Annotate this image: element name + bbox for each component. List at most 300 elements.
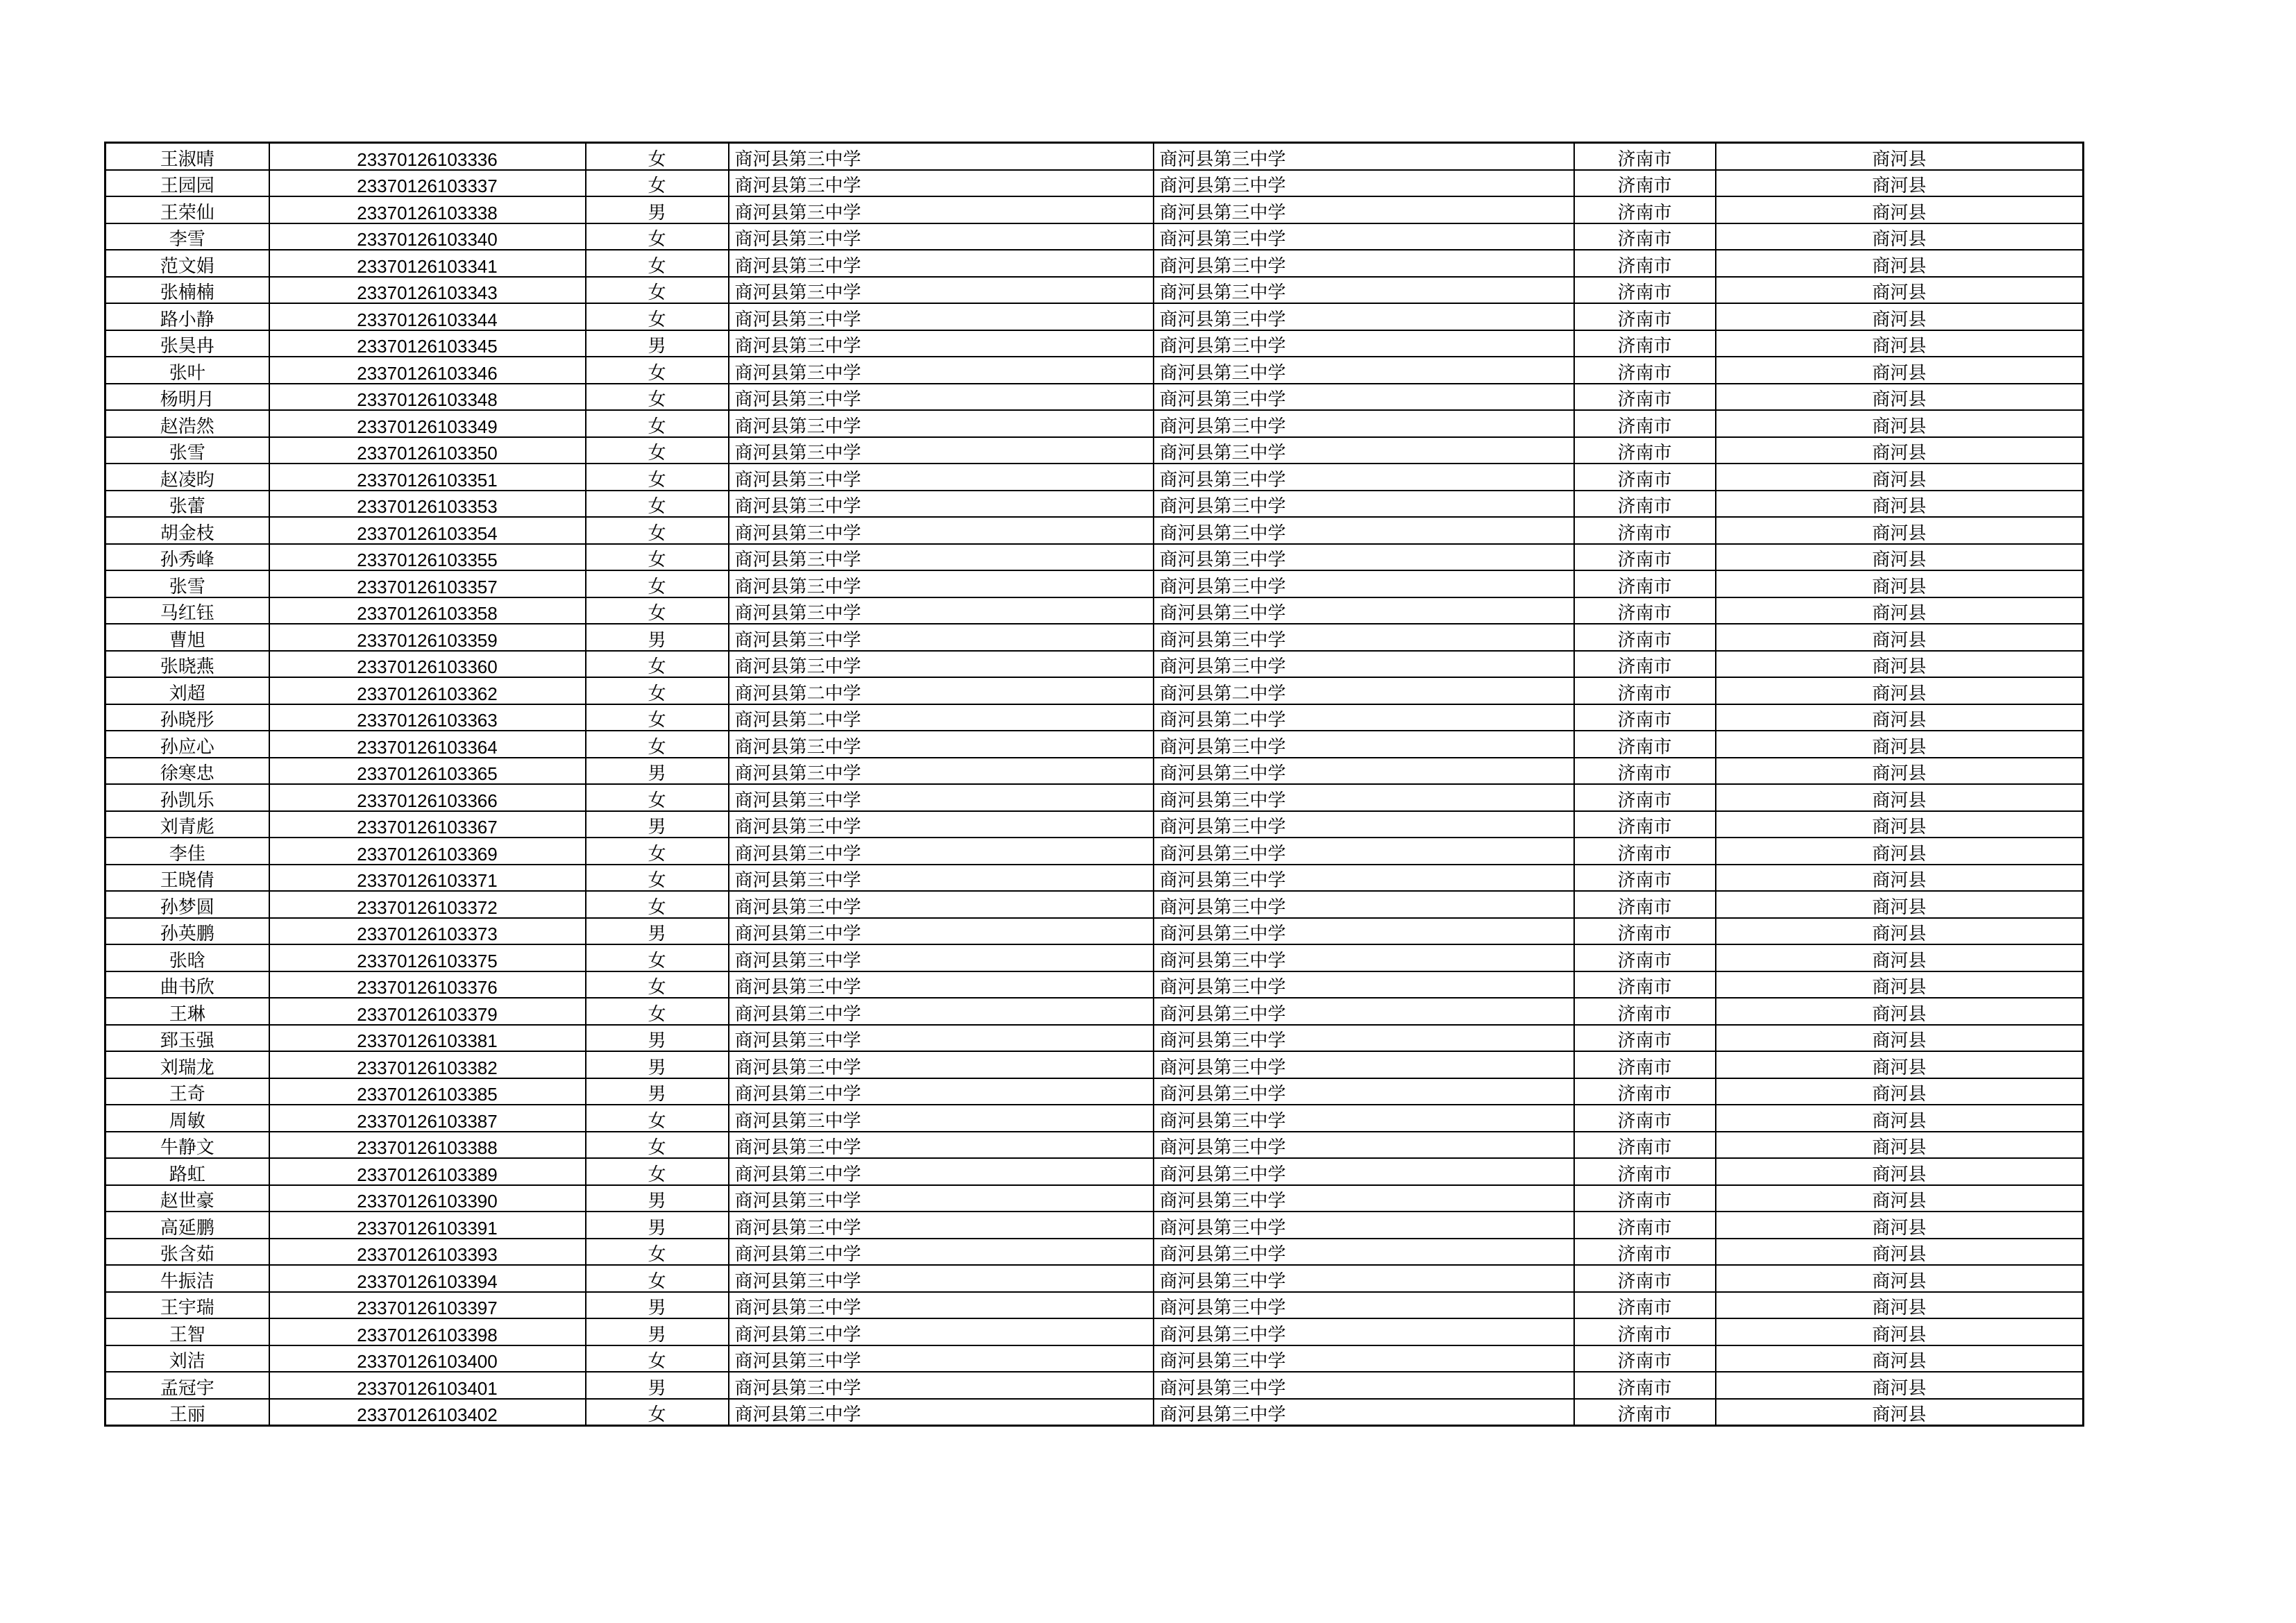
graduating-school-cell: 商河县第三中学 — [729, 1239, 1154, 1266]
city-cell: 济南市 — [1574, 170, 1716, 197]
city-cell: 济南市 — [1574, 597, 1716, 624]
table-row — [105, 143, 2084, 170]
exam-number-cell: 23370126103373 — [269, 918, 586, 945]
table-row — [105, 891, 2084, 918]
table-row — [105, 1158, 2084, 1185]
admitting-school-cell: 商河县第三中学 — [1154, 1292, 1574, 1319]
graduating-school-cell: 商河县第三中学 — [729, 1132, 1154, 1159]
student-name-cell: 孙英鹏 — [105, 918, 269, 945]
student-name-cell: 赵凌昀 — [105, 464, 269, 491]
city-cell: 济南市 — [1574, 330, 1716, 357]
admitting-school-cell: 商河县第三中学 — [1154, 1399, 1574, 1426]
exam-number-cell: 23370126103393 — [269, 1239, 586, 1266]
graduating-school-cell: 商河县第三中学 — [729, 1265, 1154, 1292]
city-cell: 济南市 — [1574, 1345, 1716, 1373]
city-cell: 济南市 — [1574, 1185, 1716, 1212]
gender-cell: 女 — [586, 277, 729, 304]
admitting-school-cell: 商河县第三中学 — [1154, 971, 1574, 999]
gender-cell: 女 — [586, 143, 729, 170]
student-name-cell: 王丽 — [105, 1399, 269, 1426]
student-name-cell: 范文娟 — [105, 250, 269, 277]
student-name-cell: 赵浩然 — [105, 410, 269, 437]
admitting-school-cell: 商河县第三中学 — [1154, 196, 1574, 223]
exam-number-cell: 23370126103366 — [269, 784, 586, 811]
county-cell: 商河县 — [1716, 918, 2084, 945]
student-name-cell: 杨明月 — [105, 384, 269, 411]
graduating-school-cell: 商河县第三中学 — [729, 1345, 1154, 1373]
table-row — [105, 1318, 2084, 1345]
table-row — [105, 1372, 2084, 1399]
city-cell: 济南市 — [1574, 303, 1716, 330]
county-cell: 商河县 — [1716, 1212, 2084, 1239]
county-cell: 商河县 — [1716, 1025, 2084, 1052]
table-row — [105, 704, 2084, 731]
gender-cell: 女 — [586, 784, 729, 811]
county-cell: 商河县 — [1716, 838, 2084, 865]
county-cell: 商河县 — [1716, 410, 2084, 437]
table-row — [105, 971, 2084, 999]
county-cell: 商河县 — [1716, 1239, 2084, 1266]
graduating-school-cell: 商河县第三中学 — [729, 811, 1154, 838]
county-cell: 商河县 — [1716, 437, 2084, 464]
exam-number-cell: 23370126103398 — [269, 1318, 586, 1345]
gender-cell: 男 — [586, 1372, 729, 1399]
city-cell: 济南市 — [1574, 357, 1716, 384]
city-cell: 济南市 — [1574, 1132, 1716, 1159]
student-name-cell: 张晗 — [105, 944, 269, 971]
admitting-school-cell: 商河县第三中学 — [1154, 1265, 1574, 1292]
student-name-cell: 李佳 — [105, 838, 269, 865]
gender-cell: 女 — [586, 223, 729, 250]
table-row — [105, 170, 2084, 197]
graduating-school-cell: 商河县第三中学 — [729, 1318, 1154, 1345]
admitting-school-cell: 商河县第三中学 — [1154, 250, 1574, 277]
county-cell: 商河县 — [1716, 731, 2084, 758]
table-row — [105, 410, 2084, 437]
gender-cell: 女 — [586, 303, 729, 330]
gender-cell: 女 — [586, 384, 729, 411]
county-cell: 商河县 — [1716, 1265, 2084, 1292]
student-name-cell: 张含茹 — [105, 1239, 269, 1266]
gender-cell: 女 — [586, 998, 729, 1025]
graduating-school-cell: 商河县第三中学 — [729, 464, 1154, 491]
exam-number-cell: 23370126103354 — [269, 517, 586, 544]
student-name-cell: 王荣仙 — [105, 196, 269, 223]
county-cell: 商河县 — [1716, 491, 2084, 518]
table-row — [105, 544, 2084, 571]
admitting-school-cell: 商河县第三中学 — [1154, 731, 1574, 758]
student-name-cell: 高延鹏 — [105, 1212, 269, 1239]
city-cell: 济南市 — [1574, 1399, 1716, 1426]
exam-number-cell: 23370126103365 — [269, 758, 586, 785]
student-name-cell: 王园园 — [105, 170, 269, 197]
exam-number-cell: 23370126103381 — [269, 1025, 586, 1052]
table-row — [105, 1078, 2084, 1105]
county-cell: 商河县 — [1716, 357, 2084, 384]
table-row — [105, 1399, 2084, 1426]
student-name-cell: 刘青彪 — [105, 811, 269, 838]
gender-cell: 女 — [586, 1399, 729, 1426]
city-cell: 济南市 — [1574, 891, 1716, 918]
table-row — [105, 1212, 2084, 1239]
admitting-school-cell: 商河县第三中学 — [1154, 223, 1574, 250]
admitting-school-cell: 商河县第三中学 — [1154, 758, 1574, 785]
graduating-school-cell: 商河县第三中学 — [729, 1212, 1154, 1239]
admitting-school-cell: 商河县第二中学 — [1154, 677, 1574, 704]
student-name-cell: 张昊冉 — [105, 330, 269, 357]
exam-number-cell: 23370126103349 — [269, 410, 586, 437]
student-name-cell: 张蕾 — [105, 491, 269, 518]
county-cell: 商河县 — [1716, 464, 2084, 491]
city-cell: 济南市 — [1574, 704, 1716, 731]
table-row — [105, 196, 2084, 223]
admitting-school-cell: 商河县第三中学 — [1154, 437, 1574, 464]
exam-number-cell: 23370126103382 — [269, 1051, 586, 1078]
exam-number-cell: 23370126103397 — [269, 1292, 586, 1319]
graduating-school-cell: 商河县第三中学 — [729, 330, 1154, 357]
graduating-school-cell: 商河县第三中学 — [729, 1105, 1154, 1132]
gender-cell: 女 — [586, 865, 729, 892]
graduating-school-cell: 商河县第三中学 — [729, 758, 1154, 785]
admitting-school-cell: 商河县第三中学 — [1154, 1318, 1574, 1345]
student-name-cell: 张晓燕 — [105, 651, 269, 678]
table-row — [105, 597, 2084, 624]
admitting-school-cell: 商河县第三中学 — [1154, 918, 1574, 945]
gender-cell: 女 — [586, 1239, 729, 1266]
gender-cell: 男 — [586, 196, 729, 223]
student-name-cell: 王淑晴 — [105, 143, 269, 170]
student-name-cell: 张雪 — [105, 570, 269, 597]
student-name-cell: 刘超 — [105, 677, 269, 704]
exam-number-cell: 23370126103369 — [269, 838, 586, 865]
admitting-school-cell: 商河县第三中学 — [1154, 303, 1574, 330]
county-cell: 商河县 — [1716, 811, 2084, 838]
gender-cell: 男 — [586, 811, 729, 838]
student-name-cell: 张叶 — [105, 357, 269, 384]
exam-number-cell: 23370126103337 — [269, 170, 586, 197]
table-row — [105, 1025, 2084, 1052]
table-row — [105, 865, 2084, 892]
table-row — [105, 1292, 2084, 1319]
city-cell: 济南市 — [1574, 464, 1716, 491]
city-cell: 济南市 — [1574, 624, 1716, 651]
admitting-school-cell: 商河县第三中学 — [1154, 597, 1574, 624]
table-row — [105, 384, 2084, 411]
exam-number-cell: 23370126103371 — [269, 865, 586, 892]
student-name-cell: 王宇瑞 — [105, 1292, 269, 1319]
city-cell: 济南市 — [1574, 517, 1716, 544]
table-row — [105, 570, 2084, 597]
city-cell: 济南市 — [1574, 196, 1716, 223]
table-row — [105, 811, 2084, 838]
table-row — [105, 998, 2084, 1025]
city-cell: 济南市 — [1574, 1212, 1716, 1239]
table-row — [105, 1265, 2084, 1292]
gender-cell: 男 — [586, 1318, 729, 1345]
admitting-school-cell: 商河县第三中学 — [1154, 410, 1574, 437]
county-cell: 商河县 — [1716, 544, 2084, 571]
gender-cell: 男 — [586, 330, 729, 357]
student-name-cell: 王奇 — [105, 1078, 269, 1105]
gender-cell: 女 — [586, 944, 729, 971]
county-cell: 商河县 — [1716, 196, 2084, 223]
city-cell: 济南市 — [1574, 998, 1716, 1025]
graduating-school-cell: 商河县第三中学 — [729, 410, 1154, 437]
table-row — [105, 464, 2084, 491]
table-row — [105, 357, 2084, 384]
admitting-school-cell: 商河县第三中学 — [1154, 1078, 1574, 1105]
gender-cell: 男 — [586, 624, 729, 651]
exam-number-cell: 23370126103351 — [269, 464, 586, 491]
student-name-cell: 路虹 — [105, 1158, 269, 1185]
county-cell: 商河县 — [1716, 784, 2084, 811]
county-cell: 商河县 — [1716, 303, 2084, 330]
admitting-school-cell: 商河县第三中学 — [1154, 784, 1574, 811]
city-cell: 济南市 — [1574, 838, 1716, 865]
student-name-cell: 孟冠宇 — [105, 1372, 269, 1399]
student-name-cell: 孙应心 — [105, 731, 269, 758]
graduating-school-cell: 商河县第三中学 — [729, 865, 1154, 892]
city-cell: 济南市 — [1574, 1078, 1716, 1105]
exam-number-cell: 23370126103359 — [269, 624, 586, 651]
city-cell: 济南市 — [1574, 677, 1716, 704]
gender-cell: 女 — [586, 170, 729, 197]
city-cell: 济南市 — [1574, 437, 1716, 464]
graduating-school-cell: 商河县第三中学 — [729, 651, 1154, 678]
gender-cell: 女 — [586, 250, 729, 277]
admitting-school-cell: 商河县第三中学 — [1154, 1185, 1574, 1212]
graduating-school-cell: 商河县第三中学 — [729, 1025, 1154, 1052]
table-row — [105, 838, 2084, 865]
exam-number-cell: 23370126103375 — [269, 944, 586, 971]
graduating-school-cell: 商河县第三中学 — [729, 437, 1154, 464]
county-cell: 商河县 — [1716, 1078, 2084, 1105]
gender-cell: 男 — [586, 1025, 729, 1052]
student-name-cell: 孙秀峰 — [105, 544, 269, 571]
student-name-cell: 赵世豪 — [105, 1185, 269, 1212]
exam-number-cell: 23370126103358 — [269, 597, 586, 624]
gender-cell: 女 — [586, 1265, 729, 1292]
exam-number-cell: 23370126103357 — [269, 570, 586, 597]
admitting-school-cell: 商河县第三中学 — [1154, 838, 1574, 865]
gender-cell: 男 — [586, 1292, 729, 1319]
graduating-school-cell: 商河县第三中学 — [729, 1158, 1154, 1185]
gender-cell: 女 — [586, 677, 729, 704]
city-cell: 济南市 — [1574, 223, 1716, 250]
graduating-school-cell: 商河县第三中学 — [729, 196, 1154, 223]
city-cell: 济南市 — [1574, 410, 1716, 437]
gender-cell: 女 — [586, 704, 729, 731]
student-name-cell: 牛静文 — [105, 1132, 269, 1159]
county-cell: 商河县 — [1716, 384, 2084, 411]
graduating-school-cell: 商河县第三中学 — [729, 1078, 1154, 1105]
gender-cell: 女 — [586, 517, 729, 544]
city-cell: 济南市 — [1574, 865, 1716, 892]
county-cell: 商河县 — [1716, 1185, 2084, 1212]
admitting-school-cell: 商河县第三中学 — [1154, 624, 1574, 651]
admitting-school-cell: 商河县第三中学 — [1154, 998, 1574, 1025]
county-cell: 商河县 — [1716, 758, 2084, 785]
county-cell: 商河县 — [1716, 143, 2084, 170]
exam-number-cell: 23370126103341 — [269, 250, 586, 277]
gender-cell: 女 — [586, 891, 729, 918]
exam-number-cell: 23370126103400 — [269, 1345, 586, 1373]
graduating-school-cell: 商河县第三中学 — [729, 277, 1154, 304]
gender-cell: 女 — [586, 597, 729, 624]
county-cell: 商河县 — [1716, 223, 2084, 250]
student-name-cell: 胡金枝 — [105, 517, 269, 544]
graduating-school-cell: 商河县第三中学 — [729, 544, 1154, 571]
gender-cell: 女 — [586, 491, 729, 518]
county-cell: 商河县 — [1716, 1318, 2084, 1345]
exam-number-cell: 23370126103402 — [269, 1399, 586, 1426]
county-cell: 商河县 — [1716, 1132, 2084, 1159]
admitting-school-cell: 商河县第三中学 — [1154, 1372, 1574, 1399]
city-cell: 济南市 — [1574, 1025, 1716, 1052]
admitting-school-cell: 商河县第二中学 — [1154, 704, 1574, 731]
exam-number-cell: 23370126103367 — [269, 811, 586, 838]
admitting-school-cell: 商河县第三中学 — [1154, 170, 1574, 197]
graduating-school-cell: 商河县第三中学 — [729, 517, 1154, 544]
graduating-school-cell: 商河县第三中学 — [729, 303, 1154, 330]
student-name-cell: 周敏 — [105, 1105, 269, 1132]
county-cell: 商河县 — [1716, 865, 2084, 892]
table-row — [105, 491, 2084, 518]
exam-number-cell: 23370126103390 — [269, 1185, 586, 1212]
county-cell: 商河县 — [1716, 597, 2084, 624]
exam-number-cell: 23370126103363 — [269, 704, 586, 731]
table-row — [105, 1345, 2084, 1373]
city-cell: 济南市 — [1574, 544, 1716, 571]
exam-number-cell: 23370126103401 — [269, 1372, 586, 1399]
city-cell: 济南市 — [1574, 1318, 1716, 1345]
exam-number-cell: 23370126103346 — [269, 357, 586, 384]
table-row — [105, 250, 2084, 277]
exam-number-cell: 23370126103362 — [269, 677, 586, 704]
county-cell: 商河县 — [1716, 1399, 2084, 1426]
admitting-school-cell: 商河县第三中学 — [1154, 1212, 1574, 1239]
student-name-cell: 郅玉强 — [105, 1025, 269, 1052]
county-cell: 商河县 — [1716, 1292, 2084, 1319]
graduating-school-cell: 商河县第三中学 — [729, 891, 1154, 918]
graduating-school-cell: 商河县第三中学 — [729, 624, 1154, 651]
graduating-school-cell: 商河县第三中学 — [729, 784, 1154, 811]
admitting-school-cell: 商河县第三中学 — [1154, 891, 1574, 918]
county-cell: 商河县 — [1716, 971, 2084, 999]
city-cell: 济南市 — [1574, 491, 1716, 518]
graduating-school-cell: 商河县第三中学 — [729, 570, 1154, 597]
gender-cell: 女 — [586, 410, 729, 437]
exam-number-cell: 23370126103355 — [269, 544, 586, 571]
student-name-cell: 徐寒忠 — [105, 758, 269, 785]
city-cell: 济南市 — [1574, 971, 1716, 999]
table-row — [105, 758, 2084, 785]
admitting-school-cell: 商河县第三中学 — [1154, 491, 1574, 518]
city-cell: 济南市 — [1574, 1239, 1716, 1266]
graduating-school-cell: 商河县第二中学 — [729, 704, 1154, 731]
county-cell: 商河县 — [1716, 1105, 2084, 1132]
graduating-school-cell: 商河县第三中学 — [729, 223, 1154, 250]
city-cell: 济南市 — [1574, 651, 1716, 678]
city-cell: 济南市 — [1574, 1051, 1716, 1078]
city-cell: 济南市 — [1574, 1105, 1716, 1132]
gender-cell: 男 — [586, 1078, 729, 1105]
student-name-cell: 张楠楠 — [105, 277, 269, 304]
table-row — [105, 303, 2084, 330]
admitting-school-cell: 商河县第三中学 — [1154, 143, 1574, 170]
admitting-school-cell: 商河县第三中学 — [1154, 544, 1574, 571]
admitting-school-cell: 商河县第三中学 — [1154, 1239, 1574, 1266]
city-cell: 济南市 — [1574, 918, 1716, 945]
gender-cell: 女 — [586, 838, 729, 865]
exam-number-cell: 23370126103379 — [269, 998, 586, 1025]
city-cell: 济南市 — [1574, 1292, 1716, 1319]
student-name-cell: 王智 — [105, 1318, 269, 1345]
exam-number-cell: 23370126103388 — [269, 1132, 586, 1159]
student-name-cell: 孙晓彤 — [105, 704, 269, 731]
student-name-cell: 曹旭 — [105, 624, 269, 651]
table-row — [105, 1051, 2084, 1078]
city-cell: 济南市 — [1574, 758, 1716, 785]
city-cell: 济南市 — [1574, 811, 1716, 838]
graduating-school-cell: 商河县第三中学 — [729, 1372, 1154, 1399]
admitting-school-cell: 商河县第三中学 — [1154, 811, 1574, 838]
admitting-school-cell: 商河县第三中学 — [1154, 384, 1574, 411]
graduating-school-cell: 商河县第三中学 — [729, 384, 1154, 411]
exam-number-cell: 23370126103350 — [269, 437, 586, 464]
student-name-cell: 孙凯乐 — [105, 784, 269, 811]
county-cell: 商河县 — [1716, 1345, 2084, 1373]
gender-cell: 女 — [586, 357, 729, 384]
graduating-school-cell: 商河县第三中学 — [729, 597, 1154, 624]
roster-body — [105, 143, 2084, 1426]
city-cell: 济南市 — [1574, 1372, 1716, 1399]
gender-cell: 男 — [586, 918, 729, 945]
gender-cell: 女 — [586, 971, 729, 999]
graduating-school-cell: 商河县第二中学 — [729, 677, 1154, 704]
student-name-cell: 张雪 — [105, 437, 269, 464]
county-cell: 商河县 — [1716, 677, 2084, 704]
gender-cell: 女 — [586, 1132, 729, 1159]
graduating-school-cell: 商河县第三中学 — [729, 491, 1154, 518]
graduating-school-cell: 商河县第三中学 — [729, 998, 1154, 1025]
table-row — [105, 223, 2084, 250]
city-cell: 济南市 — [1574, 1265, 1716, 1292]
exam-number-cell: 23370126103360 — [269, 651, 586, 678]
exam-number-cell: 23370126103338 — [269, 196, 586, 223]
student-name-cell: 路小静 — [105, 303, 269, 330]
graduating-school-cell: 商河县第三中学 — [729, 170, 1154, 197]
graduating-school-cell: 商河县第三中学 — [729, 838, 1154, 865]
graduating-school-cell: 商河县第三中学 — [729, 944, 1154, 971]
table-row — [105, 677, 2084, 704]
county-cell: 商河县 — [1716, 170, 2084, 197]
table-row — [105, 944, 2084, 971]
table-row — [105, 277, 2084, 304]
gender-cell: 女 — [586, 437, 729, 464]
graduating-school-cell: 商河县第三中学 — [729, 731, 1154, 758]
gender-cell: 女 — [586, 1345, 729, 1373]
county-cell: 商河县 — [1716, 998, 2084, 1025]
roster-table — [104, 142, 2084, 1427]
gender-cell: 女 — [586, 651, 729, 678]
exam-number-cell: 23370126103394 — [269, 1265, 586, 1292]
county-cell: 商河县 — [1716, 1051, 2084, 1078]
county-cell: 商河县 — [1716, 517, 2084, 544]
admitting-school-cell: 商河县第三中学 — [1154, 277, 1574, 304]
gender-cell: 女 — [586, 1105, 729, 1132]
county-cell: 商河县 — [1716, 651, 2084, 678]
